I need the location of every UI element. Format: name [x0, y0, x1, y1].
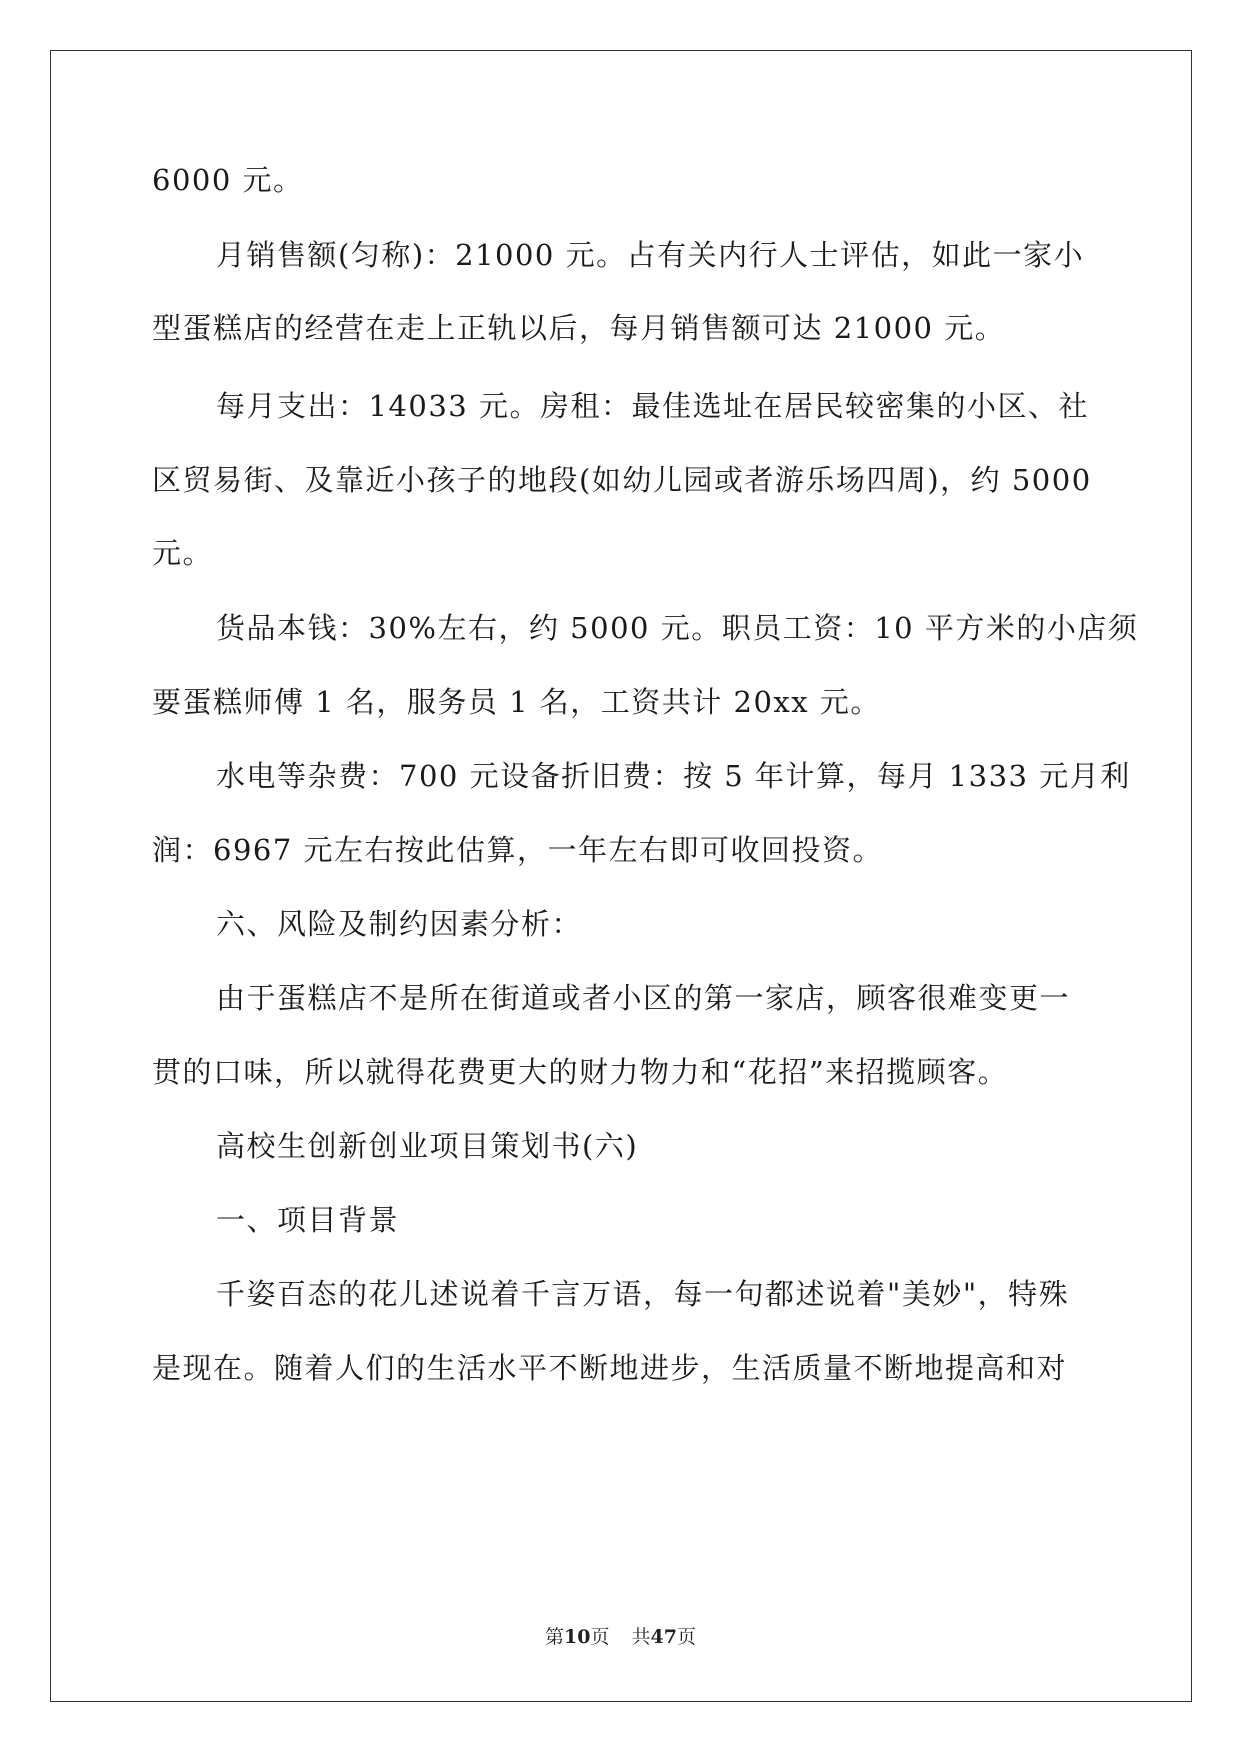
page-suffix: 页	[590, 1626, 610, 1648]
text-line: 要蛋糕师傅 1 名，服务员 1 名，工资共计 20xx 元。	[152, 685, 881, 719]
text-line: 千姿百态的花儿述说着千言万语，每一句都述说着"美妙"，特殊	[216, 1277, 1070, 1311]
text-line: 元。	[152, 536, 214, 570]
page-prefix: 第	[545, 1626, 565, 1648]
text-line: 润：6967 元左右按此估算，一年左右即可收回投资。	[152, 833, 884, 867]
text-line: 由于蛋糕店不是所在街道或者小区的第一家店，顾客很难变更一	[216, 981, 1071, 1015]
text-line: 水电等杂费：700 元设备折旧费：按 5 年计算，每月 1333 元月利	[216, 759, 1131, 793]
text-line: 货品本钱：30%左右，约 5000 元。职员工资：10 平方米的小店须	[216, 611, 1139, 645]
text-line: 6000 元。	[152, 163, 304, 197]
total-pages: 47	[650, 1626, 677, 1648]
text-line: 型蛋糕店的经营在走上正轨以后，每月销售额可达 21000 元。	[152, 311, 1006, 345]
total-prefix: 共	[631, 1626, 651, 1648]
section-heading: 一、项目背景	[216, 1203, 400, 1237]
text-line: 是现在。随着人们的生活水平不断地进步，生活质量不断地提高和对	[152, 1351, 1068, 1385]
section-heading: 六、风险及制约因素分析：	[216, 907, 583, 941]
text-line: 月销售额(匀称)：21000 元。占有关内行人士评估，如此一家小	[216, 238, 1085, 272]
section-heading: 高校生创新创业项目策划书(六)	[216, 1129, 639, 1163]
total-suffix: 页	[676, 1626, 696, 1648]
page-footer	[0, 1625, 1241, 1649]
text-line: 区贸易街、及靠近小孩子的地段(如幼儿园或者游乐场四周)，约 5000	[152, 463, 1092, 497]
page-number: 10	[564, 1626, 591, 1648]
page-border	[50, 50, 1192, 1702]
text-line: 贯的口味，所以就得花费更大的财力物力和“花招”来招揽顾客。	[152, 1055, 1009, 1089]
text-line: 每月支出：14033 元。房租：最佳选址在居民较密集的小区、社	[216, 389, 1089, 423]
